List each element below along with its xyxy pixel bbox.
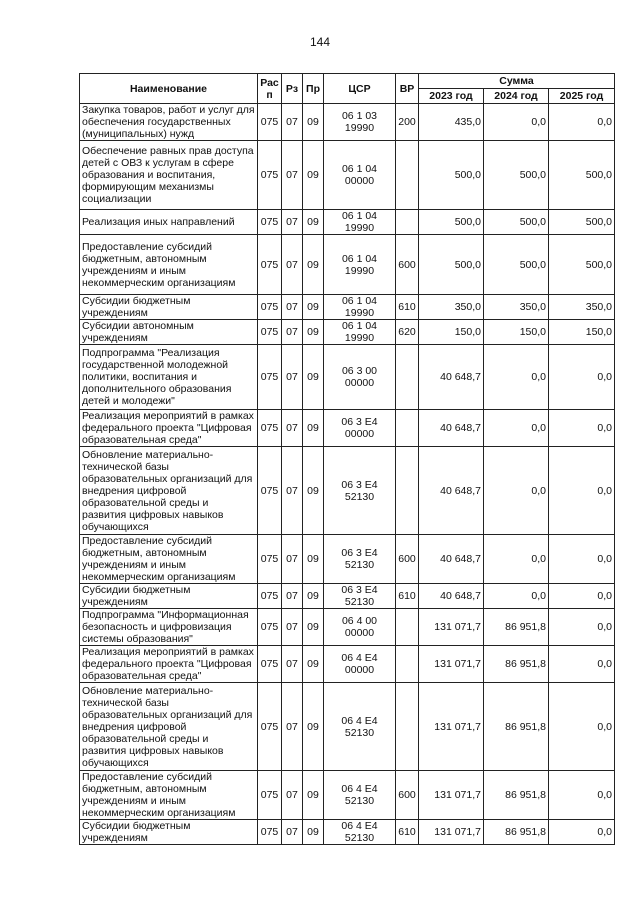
cell-pr: 09 [303,609,324,646]
cell-2025: 500,0 [549,210,615,235]
cell-csr: 06 3 00 00000 [324,345,396,410]
cell-rz: 07 [282,535,303,584]
cell-2025: 0,0 [549,683,615,771]
cell-2025: 0,0 [549,447,615,535]
header-2024: 2024 год [484,89,549,104]
cell-2024: 150,0 [484,320,549,345]
cell-rasp: 075 [258,609,282,646]
cell-rz: 07 [282,410,303,447]
cell-2025: 0,0 [549,104,615,141]
cell-2024: 0,0 [484,410,549,447]
header-rz: Рз [282,74,303,104]
cell-rz: 07 [282,295,303,320]
cell-csr: 06 3 E4 52130 [324,535,396,584]
table-row [80,646,615,683]
cell-vr: 620 [396,320,419,345]
cell-pr: 09 [303,295,324,320]
cell-csr: 06 1 04 00000 [324,141,396,210]
cell-2024: 500,0 [484,235,549,295]
cell-2023: 131 071,7 [419,683,484,771]
cell-2025: 0,0 [549,771,615,820]
cell-name: Субсидии бюджетным учреждениям [80,584,258,609]
cell-rasp: 075 [258,447,282,535]
cell-vr: 200 [396,104,419,141]
budget-table [79,73,615,845]
cell-vr [396,683,419,771]
cell-2024: 0,0 [484,447,549,535]
cell-rasp: 075 [258,771,282,820]
cell-name: Закупка товаров, работ и услуг для обеспечения государственных (муниципальных) нужд [80,104,258,141]
cell-2025: 500,0 [549,141,615,210]
table-row [80,447,615,535]
cell-2023: 500,0 [419,141,484,210]
cell-csr: 06 4 E4 52130 [324,771,396,820]
cell-2023: 131 071,7 [419,820,484,845]
table-row [80,210,615,235]
cell-2023: 131 071,7 [419,771,484,820]
cell-2025: 350,0 [549,295,615,320]
cell-2023: 40 648,7 [419,410,484,447]
table-row [80,410,615,447]
cell-name: Реализация мероприятий в рамках федерального проекта "Цифровая образовательная среда" [80,646,258,683]
cell-2024: 0,0 [484,535,549,584]
cell-vr: 600 [396,771,419,820]
cell-vr: 610 [396,295,419,320]
cell-csr: 06 3 E4 52130 [324,447,396,535]
cell-rz: 07 [282,210,303,235]
cell-pr: 09 [303,447,324,535]
cell-pr: 09 [303,646,324,683]
cell-2025: 0,0 [549,609,615,646]
cell-csr: 06 4 E4 00000 [324,646,396,683]
cell-rz: 07 [282,320,303,345]
table-row [80,683,615,771]
cell-2024: 86 951,8 [484,609,549,646]
cell-2023: 500,0 [419,235,484,295]
cell-name: Предоставление субсидий бюджетным, автономным учреждениям и иным некоммерческим организациям [80,235,258,295]
cell-2025: 500,0 [549,235,615,295]
cell-name: Подпрограмма "Информационная безопасность и цифровизация системы образования" [80,609,258,646]
cell-csr: 06 4 00 00000 [324,609,396,646]
cell-rasp: 075 [258,535,282,584]
cell-rz: 07 [282,646,303,683]
table-row [80,104,615,141]
header-csr: ЦСР [324,74,396,104]
table-row [80,141,615,210]
cell-vr [396,609,419,646]
cell-rasp: 075 [258,104,282,141]
header-vr: ВР [396,74,419,104]
cell-2023: 40 648,7 [419,535,484,584]
cell-rasp: 075 [258,345,282,410]
table-row [80,609,615,646]
cell-rz: 07 [282,345,303,410]
cell-rasp: 075 [258,141,282,210]
cell-2023: 40 648,7 [419,447,484,535]
cell-vr [396,646,419,683]
cell-2023: 350,0 [419,295,484,320]
page-number: 144 [309,35,331,49]
cell-2023: 131 071,7 [419,646,484,683]
cell-2024: 86 951,8 [484,683,549,771]
cell-pr: 09 [303,320,324,345]
cell-2025: 0,0 [549,345,615,410]
header-name: Наименование [80,74,258,104]
cell-vr: 610 [396,820,419,845]
cell-2023: 40 648,7 [419,584,484,609]
cell-vr [396,410,419,447]
cell-pr: 09 [303,235,324,295]
cell-2024: 500,0 [484,141,549,210]
cell-csr: 06 1 04 19990 [324,210,396,235]
cell-rasp: 075 [258,235,282,295]
cell-rz: 07 [282,447,303,535]
cell-rasp: 075 [258,646,282,683]
cell-pr: 09 [303,535,324,584]
cell-csr: 06 4 E4 52130 [324,683,396,771]
cell-name: Субсидии автономным учреждениям [80,320,258,345]
cell-2025: 0,0 [549,584,615,609]
cell-rasp: 075 [258,820,282,845]
cell-2025: 0,0 [549,646,615,683]
cell-csr: 06 1 04 19990 [324,295,396,320]
cell-rasp: 075 [258,683,282,771]
cell-2024: 86 951,8 [484,820,549,845]
cell-2024: 86 951,8 [484,646,549,683]
cell-rz: 07 [282,235,303,295]
table-row [80,235,615,295]
cell-pr: 09 [303,771,324,820]
cell-rasp: 075 [258,295,282,320]
cell-2023: 435,0 [419,104,484,141]
cell-vr [396,210,419,235]
cell-rasp: 075 [258,584,282,609]
cell-pr: 09 [303,104,324,141]
cell-name: Субсидии бюджетным учреждениям [80,295,258,320]
cell-2024: 86 951,8 [484,771,549,820]
cell-rz: 07 [282,104,303,141]
cell-2024: 350,0 [484,295,549,320]
table-row [80,345,615,410]
cell-vr [396,345,419,410]
cell-2025: 0,0 [549,535,615,584]
cell-vr [396,141,419,210]
cell-pr: 09 [303,141,324,210]
cell-2024: 0,0 [484,584,549,609]
cell-name: Обновление материально-технической базы образовательных организаций для внедрения цифровой образовательной среды и развития цифровых навыков обучающихся [80,683,258,771]
cell-2025: 150,0 [549,320,615,345]
header-sum: Сумма [419,74,615,89]
table-row [80,820,615,845]
cell-2024: 0,0 [484,104,549,141]
cell-csr: 06 3 E4 00000 [324,410,396,447]
cell-2023: 500,0 [419,210,484,235]
header-2023: 2023 год [419,89,484,104]
cell-rz: 07 [282,683,303,771]
table-row [80,535,615,584]
cell-csr: 06 4 E4 52130 [324,820,396,845]
cell-rz: 07 [282,141,303,210]
cell-rz: 07 [282,771,303,820]
cell-name: Субсидии бюджетным учреждениям [80,820,258,845]
cell-vr: 610 [396,584,419,609]
cell-pr: 09 [303,410,324,447]
cell-2024: 0,0 [484,345,549,410]
cell-2025: 0,0 [549,820,615,845]
cell-rz: 07 [282,584,303,609]
cell-csr: 06 1 04 19990 [324,320,396,345]
cell-rz: 07 [282,609,303,646]
cell-pr: 09 [303,683,324,771]
cell-name: Предоставление субсидий бюджетным, автономным учреждениям и иным некоммерческим организациям [80,535,258,584]
cell-name: Обеспечение равных прав доступа детей с ОВЗ к услугам в сфере образования и воспитания, формирующим механизмы социализации [80,141,258,210]
cell-name: Обновление материально-технической базы образовательных организаций для внедрения цифровой образовательной среды и развития цифровых навыков обучающихся [80,447,258,535]
cell-rz: 07 [282,820,303,845]
cell-2024: 500,0 [484,210,549,235]
table-row [80,295,615,320]
cell-pr: 09 [303,584,324,609]
header-pr: Пр [303,74,324,104]
cell-name: Реализация мероприятий в рамках федерального проекта "Цифровая образовательная среда" [80,410,258,447]
cell-2023: 40 648,7 [419,345,484,410]
cell-name: Реализация иных направлений [80,210,258,235]
cell-pr: 09 [303,820,324,845]
cell-rasp: 075 [258,210,282,235]
cell-vr [396,447,419,535]
cell-csr: 06 1 04 19990 [324,235,396,295]
header-rasp: Рас п [258,74,282,104]
cell-csr: 06 3 E4 52130 [324,584,396,609]
table-row [80,584,615,609]
cell-pr: 09 [303,210,324,235]
cell-vr: 600 [396,235,419,295]
cell-2023: 131 071,7 [419,609,484,646]
cell-rasp: 075 [258,410,282,447]
cell-vr: 600 [396,535,419,584]
cell-2023: 150,0 [419,320,484,345]
cell-name: Подпрограмма "Реализация государственной молодежной политики, воспитания и дополнительного образования детей и молодежи" [80,345,258,410]
table-row [80,320,615,345]
cell-2025: 0,0 [549,410,615,447]
table-row [80,771,615,820]
table-body [80,104,615,845]
cell-name: Предоставление субсидий бюджетным, автономным учреждениям и иным некоммерческим организациям [80,771,258,820]
header-2025: 2025 год [549,89,615,104]
cell-pr: 09 [303,345,324,410]
cell-rasp: 075 [258,320,282,345]
cell-csr: 06 1 03 19990 [324,104,396,141]
